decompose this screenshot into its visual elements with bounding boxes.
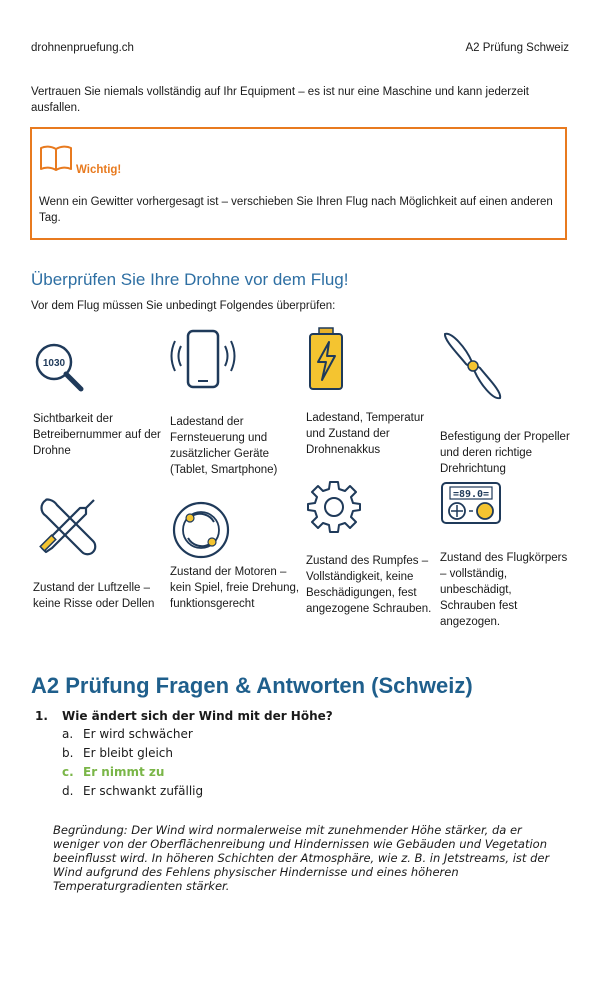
gear-icon [306,478,362,534]
notice-box [30,127,567,240]
check-item-3: Ladestand, Temperatur und Zustand der Drohnenakkus [306,412,425,456]
answer-option-a [62,727,193,741]
propeller-icon [440,330,506,402]
check-item-6: Zustand der Motoren – kein Spiel, freie Drehung, funktionsgerecht [170,566,300,610]
tools-icon [36,494,100,558]
notice-title: Wichtig! [76,164,122,176]
checklist-heading: Überprüfen Sie Ihre Drohne vor dem Flug! [31,270,349,289]
notice-text: Wenn ein Gewitter vorhergesagt ist – verschieben Sie Ihren Flug nach Möglichkeit auf einen anderen Tag. [39,196,553,224]
answer-option-c-correct [62,765,164,779]
check-item-1: Sichtbarkeit der Betreibernummer auf der Drohne [33,413,161,457]
option-text: Er schwankt zufällig [83,784,204,798]
check-item-2: Ladestand der Fernsteuerung und zusätzlicher Geräte (Tablet, Smartphone) [170,416,278,476]
check-item-4: Befestigung der Propeller und deren richtige Drehrichtung [440,431,570,475]
battery-icon [306,326,346,392]
motor-icon [170,500,232,560]
intro-text: Vertrauen Sie niemals vollständig auf Ihr Equipment – es ist nur eine Maschine und kann jederzeit ausfallen. [31,86,529,114]
check-item-5: Zustand der Luftzelle – keine Risse oder Dellen [33,582,155,610]
check-item-7: Zustand des Rumpfes – Vollständigkeit, keine Beschädigungen, fest angezogene Schrauben. [306,555,432,615]
page-header [31,42,569,54]
operator-number-text: 1030 [42,358,66,369]
quiz-heading: A2 Prüfung Fragen & Antworten (Schweiz) [31,673,473,698]
question-number: 1. [35,709,48,723]
option-letter: b. [62,746,74,760]
option-text: Er nimmt zu [83,765,165,779]
check-item-8: Zustand des Flugkörpers – vollständig, unbeschädigt, Schrauben fest angezogen. [440,552,568,628]
magnifier-icon [33,342,89,394]
display-readout-text: =89.0= [452,489,490,500]
phone-icon [170,328,236,392]
checklist-subheading: Vor dem Flug müssen Sie unbedingt Folgendes überprüfen: [31,300,336,312]
question [35,709,333,723]
option-text: Er bleibt gleich [83,746,174,760]
book-icon [39,144,73,172]
answer-reasoning: Begründung: Der Wind wird normalerweise mit zunehmender Höhe stärker, da er weniger von der Oberflächenreibung und Hindernissen wie Gebäuden und Vegetation beeinflusst wird. In höheren Schichten der Atmosphäre, wie z. B. in Jetstreams, ist der Wind aufgrund des Fehlens physischer Hindernisse und eines höheren Temperaturgradienten stärker. [53,823,550,893]
option-text: Er wird schwächer [83,727,193,741]
answer-option-b [62,746,173,760]
controller-icon [440,481,502,525]
answer-option-d [62,784,203,798]
question-text: Wie ändert sich der Wind mit der Höhe? [62,709,333,723]
site-name: drohnenpruefung.ch [31,42,134,54]
option-letter: c. [62,765,74,779]
option-letter: d. [62,784,74,798]
document-title: A2 Prüfung Schweiz [465,42,569,54]
option-letter: a. [62,727,74,741]
